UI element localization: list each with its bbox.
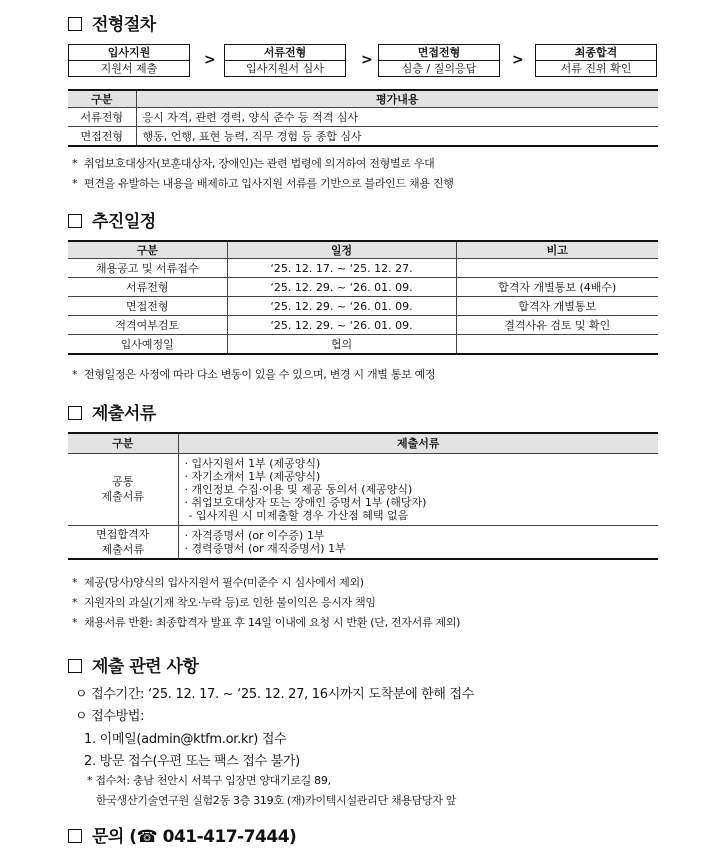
flow-step-desc: 서류 진위 확인 <box>560 62 632 75</box>
section-title-text: 문의 (☎ 041-417-7444) <box>92 827 297 847</box>
chevron-right-icon: > <box>361 52 373 68</box>
flow-step-desc: 입사지원서 심사 <box>246 62 324 75</box>
table-header: 평가내용 <box>136 90 658 108</box>
row-label: 면접합격자 <box>96 527 150 541</box>
table-cell <box>456 335 658 354</box>
submission-address: * 접수처: 충남 천안시 서북구 입장면 양대기로길 89, <box>87 774 331 787</box>
table-cell: 채용공고 및 서류접수 <box>68 259 227 278</box>
table-cell: 입사예정일 <box>68 335 227 354</box>
evaluation-table <box>68 89 658 147</box>
submission-method-email: 1. 이메일(admin@ktfm.or.kr) 접수 <box>84 732 287 747</box>
table-cell <box>68 525 178 559</box>
section-box-icon <box>68 214 82 228</box>
row-label: 제출서류 <box>101 490 144 503</box>
submission-address: 한국생산기술연구원 실험2동 3층 319호 (재)카이텍시설관리단 채용담당자 앞 <box>96 794 457 807</box>
table-row <box>68 297 658 316</box>
note-item: * 전형일정은 사정에 따라 다소 변동이 있을 수 있으며, 변경 시 개별 통보 예정 <box>72 368 436 381</box>
table-row <box>68 259 658 278</box>
section-title-submission <box>68 652 198 677</box>
section-title-text: 추진일정 <box>92 212 156 232</box>
section-box-icon <box>68 406 82 420</box>
row-label: 공통 <box>112 475 134 488</box>
table-cell: 면접전형 <box>68 127 136 146</box>
section-title-documents <box>68 399 156 424</box>
table-header: 구분 <box>68 433 178 453</box>
section-title-procedure <box>68 10 156 35</box>
submission-method-label: ㅇ 접수방법: <box>75 709 145 724</box>
table-cell <box>68 453 178 525</box>
section-box-icon <box>68 659 82 673</box>
table-cell: 서류전형 <box>68 278 227 297</box>
section-title-text: 제출서류 <box>92 404 156 424</box>
note-item: * 취업보호대상자(보훈대상자, 장애인)는 관련 법령에 의거하여 전형별로 우대 <box>72 157 435 170</box>
note-item: * 편견을 유발하는 내용을 배제하고 입사지원 서류를 기반으로 블라인드 채용 진행 <box>72 177 454 190</box>
table-cell: 결격사유 검토 및 확인 <box>456 316 658 335</box>
table-row <box>68 335 658 354</box>
row-label: 제출서류 <box>101 542 144 556</box>
table-header: 구분 <box>68 241 227 259</box>
list-item: · 자기소개서 1부 (제공양식) <box>184 469 321 483</box>
section-title-schedule <box>68 207 156 232</box>
table-row <box>68 278 658 297</box>
table-cell: 적격여부검토 <box>68 316 227 335</box>
list-item: · 입사지원서 1부 (제공양식) <box>184 456 321 470</box>
section-title-inquiry <box>68 822 296 847</box>
table-row <box>68 127 658 146</box>
flow-step-title: 면접전형 <box>379 45 499 61</box>
flow-step-final <box>535 44 657 77</box>
table-row <box>68 108 658 127</box>
section-title-text: 제출 관련 사항 <box>92 657 199 677</box>
table-row <box>68 453 658 525</box>
table-header: 비고 <box>456 241 658 259</box>
flow-step-title: 최종합격 <box>536 45 656 61</box>
table-cell: 응시 자격, 관련 경력, 양식 준수 등 적격 심사 <box>136 108 658 127</box>
table-row <box>68 316 658 335</box>
section-title-text: 전형절차 <box>92 15 156 35</box>
table-cell: 면접전형 <box>68 297 227 316</box>
table-cell: 합격자 개별통보 (4배수) <box>456 278 658 297</box>
section-box-icon <box>68 829 82 843</box>
table-cell: ‘25. 12. 29. ~ ‘26. 01. 09. <box>227 297 456 316</box>
chevron-right-icon: > <box>204 52 216 68</box>
flow-step-desc: 지원서 제출 <box>100 62 158 75</box>
table-cell: 서류전형 <box>68 108 136 127</box>
flow-step-document <box>224 44 346 77</box>
table-cell <box>456 259 658 278</box>
flow-step-apply <box>68 44 190 77</box>
table-header: 구분 <box>68 90 136 108</box>
table-header: 제출서류 <box>178 433 658 453</box>
flow-step-title: 서류전형 <box>225 45 345 61</box>
table-cell: ‘25. 12. 17. ~ ‘25. 12. 27. <box>227 259 456 278</box>
note-item: * 지원자의 과실(기재 착오·누락 등)로 인한 불이익은 응시자 책임 <box>72 596 376 609</box>
table-cell: 협의 <box>227 335 456 354</box>
table-cell <box>178 525 658 559</box>
flow-step-title: 입사지원 <box>69 45 189 61</box>
list-item: - 입사지원 시 미제출할 경우 가산점 혜택 없음 <box>188 508 409 522</box>
flow-step-desc: 심층 / 질의응답 <box>401 62 477 75</box>
process-flow <box>68 44 658 78</box>
table-header: 일정 <box>227 241 456 259</box>
flow-step-interview <box>378 44 500 77</box>
document-list <box>179 526 659 558</box>
document-list <box>179 454 659 525</box>
table-cell: 행동, 언행, 표현 능력, 직무 경험 등 종합 심사 <box>136 127 658 146</box>
submission-method-visit: 2. 방문 접수(우편 또는 팩스 접수 불가) <box>84 754 300 769</box>
schedule-table <box>68 240 658 355</box>
documents-table <box>68 432 658 560</box>
table-cell: 합격자 개별통보 <box>456 297 658 316</box>
note-item: * 제공(당사)양식의 입사지원서 필수(미준수 시 심사에서 제외) <box>72 576 364 589</box>
submission-period: ㅇ 접수기간: ‘25. 12. 17. ~ ‘25. 12. 27, 16시까지 도착분에 한해 접수 <box>75 687 475 702</box>
chevron-right-icon: > <box>512 52 524 68</box>
list-item: · 취업보호대상자 또는 장애인 증명서 1부 (해당자) <box>184 495 427 509</box>
list-item: · 경력증명서 (or 재직증명서) 1부 <box>184 541 346 555</box>
table-cell: ‘25. 12. 29. ~ ‘26. 01. 09. <box>227 316 456 335</box>
section-box-icon <box>68 17 82 31</box>
table-cell: ‘25. 12. 29. ~ ‘26. 01. 09. <box>227 278 456 297</box>
list-item: · 자격증명서 (or 이수증) 1부 <box>184 528 325 542</box>
table-cell <box>178 453 658 525</box>
table-row <box>68 525 658 559</box>
list-item: · 개인정보 수집·이용 및 제공 동의서 (제공양식) <box>184 482 413 496</box>
note-item: * 채용서류 반환: 최종합격자 발표 후 14일 이내에 요청 시 반환 (단, 전자서류 제외) <box>72 616 461 629</box>
